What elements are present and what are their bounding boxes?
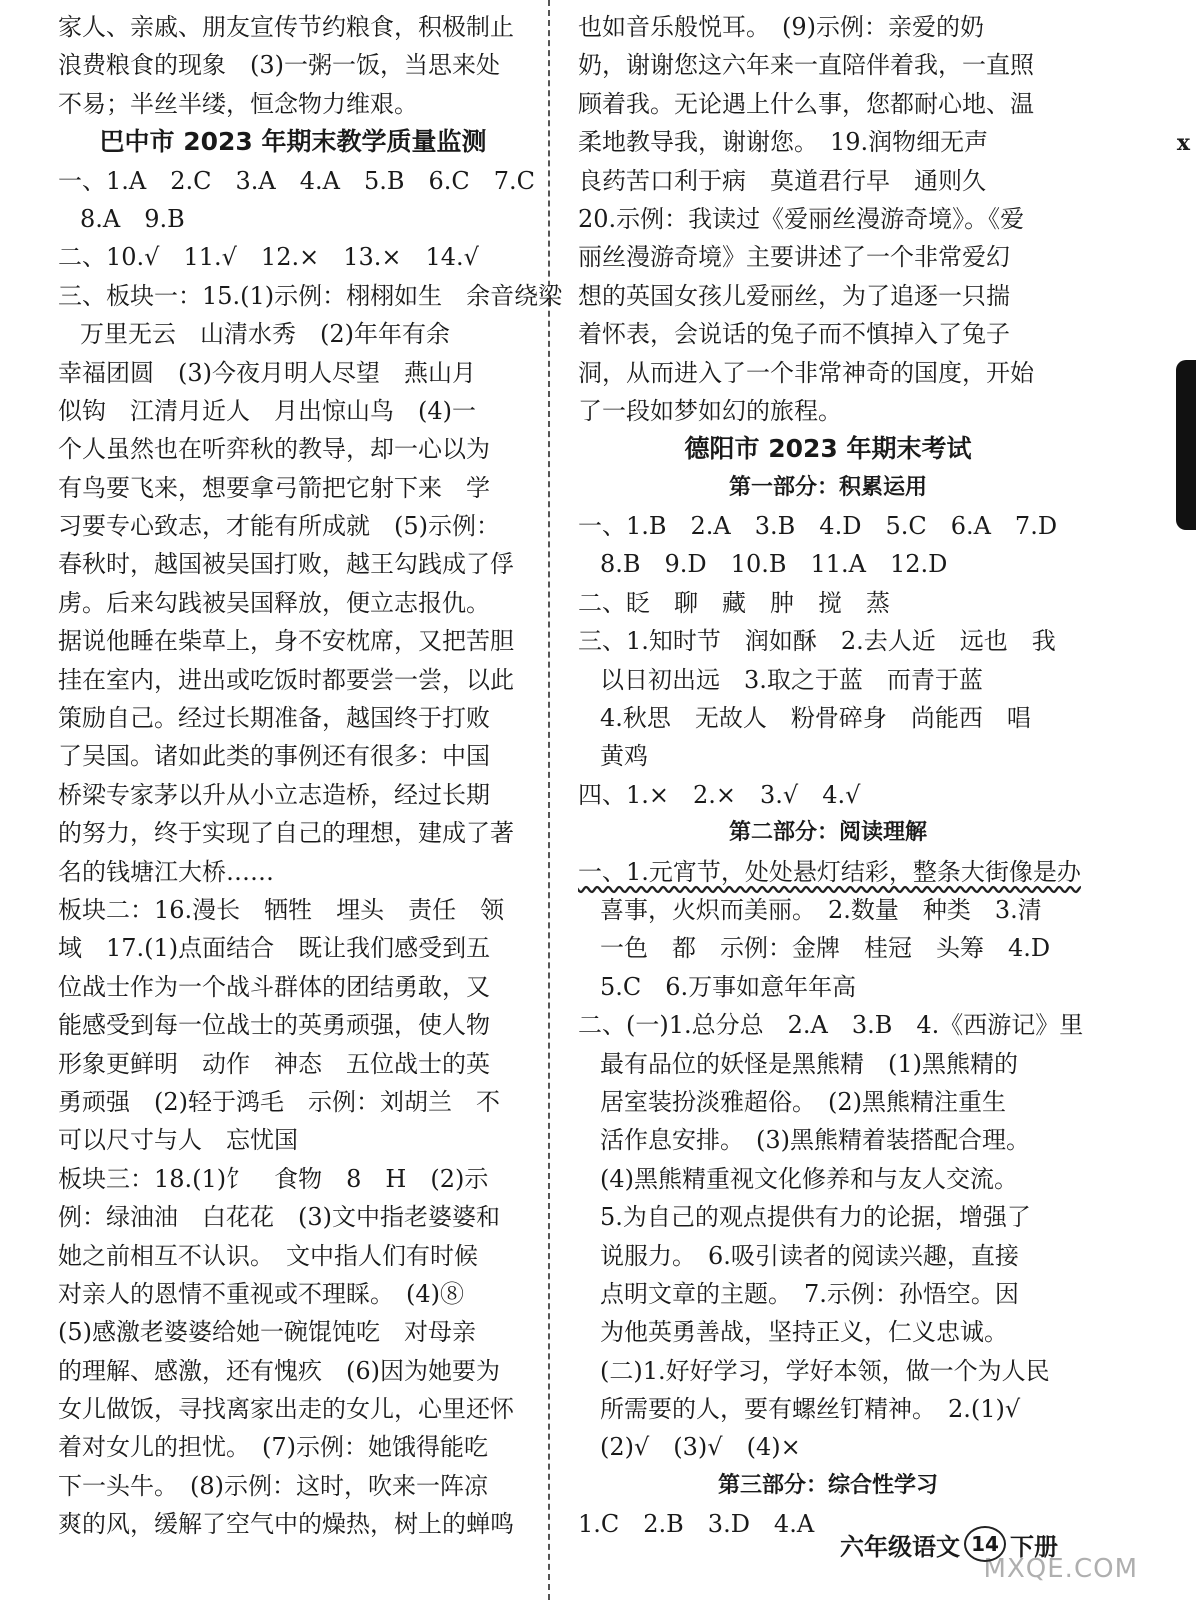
answer-line: 能感受到每一位战士的英勇顽强，使人物: [58, 1011, 490, 1040]
answer-line: 形象更鲜明 动作 神态 五位战士的英: [58, 1049, 490, 1078]
answer-line: 一、1.B 2.A 3.B 4.D 5.C 6.A 7.D: [578, 512, 1058, 541]
answer-line: 良药苦口利于病 莫道君行早 通则久: [578, 166, 986, 195]
answer-line: 8.B 9.D 10.B 11.A 12.D: [600, 550, 948, 579]
answer-line: 的理解、感激，还有愧疚 (6)因为她要为: [58, 1356, 500, 1385]
footer-volume: 下册: [1010, 1532, 1058, 1561]
column-divider: [548, 0, 550, 1600]
answer-line: 挂在室内，进出或吃饭时都要尝一尝，以此: [58, 665, 514, 694]
watermark-url: MXQE.COM: [983, 1554, 1138, 1584]
answer-line: 顾着我。无论遇上什么事，您都耐心地、温: [578, 89, 1034, 118]
answer-line: 一、1.元宵节，处处悬灯结彩，整条大街像是办: [578, 857, 1081, 886]
answer-line: 所需要的人，要有螺丝钉精神。 2.(1)√: [600, 1395, 1021, 1424]
answer-line: 幸福团圆 (3)今夜月明人尽望 燕山月: [58, 358, 476, 387]
answer-line: 说服力。 6.吸引读者的阅读兴趣，直接: [600, 1241, 1019, 1270]
section-heading: 第三部分：综合性学习: [717, 1472, 938, 1498]
answer-line: 二、眨 聊 藏 肿 搅 蒸: [578, 588, 890, 617]
answer-line: 8.A 9.B: [80, 204, 185, 233]
answer-line: 二、10.√ 11.√ 12.× 13.× 14.√: [58, 243, 479, 272]
section-heading: 第二部分：阅读理解: [728, 820, 927, 846]
answer-line: 位战士作为一个战斗群体的团结勇敢，又: [58, 972, 490, 1001]
answer-line: 个人虽然也在听弈秋的教导，却一心以为: [58, 435, 490, 464]
answer-line: 家人、亲戚、朋友宣传节约粮食，积极制止: [58, 13, 514, 41]
answer-line: 桥梁专家茅以升从小立志造桥，经过长期: [58, 780, 490, 809]
page-number: 14: [964, 1526, 1006, 1562]
answer-line: 对亲人的恩情不重视或不理睬。 (4)⑧: [58, 1279, 464, 1308]
answer-line: 活作息安排。 (3)黑熊精着装搭配合理。: [600, 1126, 1030, 1155]
answer-line: 域 17.(1)点面结合 既让我们感受到五: [58, 934, 491, 963]
answer-line: 浪费粮食的现象 (3)一粥一饭，当思来处: [58, 51, 500, 80]
answer-line: 20.示例：我读过《爱丽丝漫游奇境》。《爱: [578, 204, 1025, 233]
answer-line: 奶，谢谢您这六年来一直陪伴着我，一直照: [578, 51, 1034, 80]
left-column: [58, 8, 563, 1544]
answer-line: 据说他睡在柴草上，身不安枕席，又把苦胆: [58, 627, 514, 656]
answer-line: 了吴国。诸如此类的事例还有很多：中国: [58, 742, 490, 771]
answer-line: 想的英国女孩儿爱丽丝，为了追逐一只揣: [578, 281, 1010, 310]
answer-line: 板块三：18.(1)饣 食物 8 H (2)示: [58, 1164, 489, 1193]
answer-line: 以日初出远 3.取之于蓝 而青于蓝: [600, 665, 983, 694]
answer-line: 二、(一)1.总分总 2.A 3.B 4.《西游记》里: [578, 1011, 1084, 1040]
page-footer: [840, 1526, 1058, 1562]
answer-line: 似钩 江清月近人 月出惊山鸟 (4)一: [58, 396, 476, 425]
answer-line: 喜事，火炽而美丽。 2.数量 种类 3.清: [600, 895, 1042, 924]
answer-line: 柔地教导我，谢谢您。 19.润物细无声: [578, 128, 989, 157]
answer-line: 洞，从而进入了一个非常神奇的国度，开始: [578, 358, 1034, 387]
answer-line: 点明文章的主题。 7.示例：孙悟空。因: [600, 1279, 1019, 1308]
right-column: [578, 8, 1084, 1544]
answer-line: 下一头牛。 (8)示例：这时，吹来一阵凉: [58, 1471, 488, 1500]
answer-line: 勇顽强 (2)轻于鸿毛 示例：刘胡兰 不: [58, 1087, 500, 1116]
edge-mark: x: [1176, 130, 1190, 156]
answer-line: 她之前相互不认识。 文中指人们有时候: [58, 1241, 478, 1270]
answer-line: 5.C 6.万事如意年年高: [600, 972, 857, 1001]
footer-grade: 六年级语文: [840, 1532, 960, 1561]
answer-line: 春秋时，越国被吴国打败，越王勾践成了俘: [58, 550, 514, 579]
answer-line: 可以尺寸与人 忘忧国: [58, 1126, 298, 1155]
answer-line: (2)√ (3)√ (4)×: [600, 1433, 801, 1462]
answer-line: 不易；半丝半缕，恒念物力维艰。: [58, 89, 418, 118]
answer-line: 万里无云 山清水秀 (2)年年有余: [80, 320, 450, 349]
answer-line: 的努力，终于实现了自己的理想，建成了著: [58, 819, 514, 848]
answer-line: 一、1.A 2.C 3.A 4.A 5.B 6.C 7.C: [58, 166, 536, 195]
answer-line: 名的钱塘江大桥……: [58, 857, 274, 886]
answer-line: 一色 都 示例：金牌 桂冠 头筹 4.D: [600, 934, 1051, 963]
section-heading: 德阳市 2023 年期末考试: [684, 434, 972, 464]
answer-line: 黄鸡: [600, 742, 648, 771]
answer-line: 虏。后来勾践被吴国释放，便立志报仇。: [58, 588, 490, 617]
page-edge-tab: [1176, 360, 1196, 530]
answer-line: 有鸟要飞来，想要拿弓箭把它射下来 学: [58, 473, 490, 502]
answer-line: 为他英勇善战，坚持正义，仁义忠诚。: [600, 1318, 1008, 1347]
answer-line: 了一段如梦如幻的旅程。: [578, 396, 842, 425]
answer-line: 例：绿油油 白花花 (3)文中指老婆婆和: [58, 1203, 500, 1232]
answer-line: 三、板块一：15.(1)示例：栩栩如生 余音绕梁: [58, 281, 563, 310]
answer-line: 1.C 2.B 3.D 4.A: [578, 1510, 815, 1539]
answer-line: (5)感激老婆婆给她一碗馄饨吃 对母亲: [58, 1318, 476, 1347]
answer-line: 5.为自己的观点提供有力的论据，增强了: [600, 1203, 1031, 1232]
answer-line: 四、1.× 2.× 3.√ 4.√: [578, 780, 861, 809]
section-heading: 第一部分：积累运用: [728, 474, 927, 500]
answer-line: (二)1.好好学习，学好本领，做一个为人民: [600, 1356, 1050, 1385]
answer-line: 爽的风，缓解了空气中的燥热，树上的蝉鸣: [58, 1510, 514, 1539]
answer-line: 着对女儿的担忧。 (7)示例：她饿得能吃: [58, 1433, 488, 1462]
answer-line: (4)黑熊精重视文化修养和与友人交流。: [600, 1164, 1018, 1193]
answer-line: 丽丝漫游奇境》主要讲述了一个非常爱幻: [578, 243, 1010, 272]
section-heading: 巴中市 2023 年期末教学质量监测: [99, 127, 487, 157]
answer-line: 板块二：16.漫长 牺牲 埋头 责任 领: [58, 895, 505, 924]
answer-line: 习要专心致志，才能有所成就 (5)示例：: [58, 512, 500, 541]
answer-line: 也如音乐般悦耳。 (9)示例：亲爱的奶: [578, 13, 984, 41]
answer-line: 4.秋思 无故人 粉骨碎身 尚能西 唱: [600, 704, 1031, 733]
answer-line: 着怀表，会说话的兔子而不慎掉入了兔子: [578, 320, 1010, 349]
answer-line: 居室装扮淡雅超俗。 (2)黑熊精注重生: [600, 1087, 1006, 1116]
answer-line: 女儿做饭，寻找离家出走的女儿，心里还怀: [58, 1395, 514, 1424]
answer-line: 三、1.知时节 润如酥 2.去人近 远也 我: [578, 627, 1056, 656]
answer-line: 最有品位的妖怪是黑熊精 (1)黑熊精的: [600, 1049, 1018, 1078]
answer-line: 策励自己。经过长期准备，越国终于打败: [58, 704, 490, 733]
